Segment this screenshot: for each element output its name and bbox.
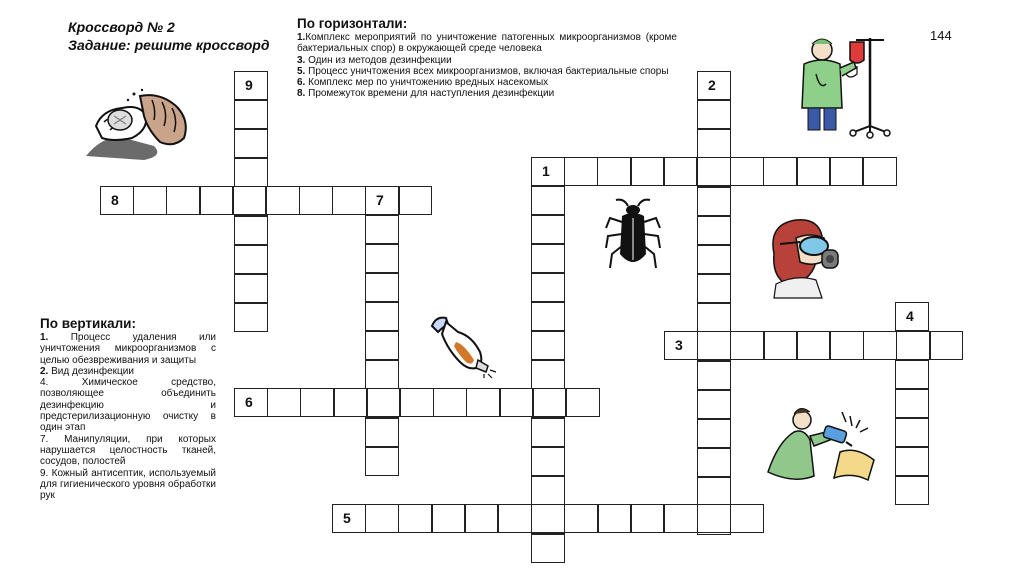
- crossword-cell[interactable]: [266, 186, 300, 215]
- crossword-cell[interactable]: [697, 361, 731, 390]
- crossword-cell[interactable]: [332, 186, 366, 215]
- crossword-cell[interactable]: [730, 157, 764, 186]
- clue-number-label: 6: [245, 394, 253, 410]
- crossword-cell[interactable]: [234, 245, 268, 274]
- crossword-cell[interactable]: [697, 216, 731, 245]
- clue-v-7: [40, 434, 216, 468]
- crossword-cell[interactable]: [466, 388, 500, 417]
- crossword-cell[interactable]: [566, 388, 600, 417]
- crossword-cell[interactable]: [498, 504, 532, 533]
- crossword-cell[interactable]: [664, 157, 698, 186]
- crossword-cell[interactable]: [730, 331, 764, 360]
- crossword-cell[interactable]: [697, 303, 731, 332]
- crossword-cell[interactable]: [930, 331, 964, 360]
- crossword-cell[interactable]: [234, 129, 268, 158]
- clue-text: Химическое средство, позволяющее объединить дезинфекцию и предстерилизационную очистку в один этап: [40, 377, 216, 434]
- clue-number-label: 8: [111, 192, 119, 208]
- crossword-cell[interactable]: [863, 331, 897, 360]
- crossword-cell[interactable]: [234, 388, 268, 417]
- crossword-cell[interactable]: [267, 388, 301, 417]
- crossword-cell[interactable]: [697, 71, 731, 100]
- crossword-cell[interactable]: [631, 157, 665, 186]
- clue-number: 1.: [40, 332, 49, 343]
- crossword-cell[interactable]: [664, 504, 698, 533]
- crossword-cell[interactable]: [300, 388, 334, 417]
- crossword-cell[interactable]: [797, 157, 831, 186]
- clue-h-1: [297, 32, 677, 55]
- clue-text: Вид дезинфекции: [51, 365, 134, 377]
- crossword-cell[interactable]: [365, 215, 399, 244]
- crossword-cell[interactable]: [697, 187, 731, 216]
- crossword-cell[interactable]: [797, 331, 831, 360]
- crossword-cell[interactable]: [531, 157, 565, 186]
- crossword-cell[interactable]: [895, 418, 929, 447]
- crossword-cell[interactable]: [664, 331, 698, 360]
- crossword-cell[interactable]: [764, 331, 798, 360]
- crossword-cell[interactable]: [531, 360, 565, 389]
- clue-text: Комплекс мер по уничтожению вредных насекомых: [308, 77, 549, 89]
- crossword-cell[interactable]: [234, 216, 268, 245]
- crossword-cell[interactable]: [697, 477, 731, 506]
- crossword-cell[interactable]: [531, 273, 565, 302]
- crossword-cell[interactable]: [697, 245, 731, 274]
- crossword-cell[interactable]: [234, 274, 268, 303]
- crossword-cell[interactable]: [531, 504, 565, 533]
- crossword-cell[interactable]: [234, 303, 268, 332]
- horizontal-clues: [297, 16, 677, 100]
- crossword-cell[interactable]: [334, 388, 368, 417]
- crossword-cell[interactable]: [433, 388, 467, 417]
- clue-number: 4.: [40, 377, 49, 389]
- crossword-cell[interactable]: [697, 390, 731, 419]
- crossword-cell[interactable]: [398, 504, 432, 533]
- clue-text: Промежуток времени для наступления дезинфекции: [308, 88, 555, 100]
- clue-text: Процесс уничтожения всех микроорганизмов, включая бактериальные споры: [308, 65, 669, 77]
- clue-v-9: [40, 468, 216, 502]
- clue-number: 1.: [297, 32, 306, 43]
- crossword-cell[interactable]: [365, 273, 399, 302]
- crossword-cell[interactable]: [895, 389, 929, 418]
- crossword-cell[interactable]: [133, 186, 167, 215]
- crossword-cell[interactable]: [697, 331, 731, 360]
- horizontal-heading: По горизонтали:: [297, 16, 408, 31]
- crossword-cell[interactable]: [365, 447, 399, 476]
- crossword-cell[interactable]: [564, 157, 598, 186]
- clue-number: 7.: [40, 433, 49, 445]
- clue-number-label: 2: [708, 77, 716, 93]
- crossword-cell[interactable]: [365, 360, 399, 389]
- clue-number: 2.: [40, 365, 49, 377]
- crossword-cell[interactable]: [365, 244, 399, 273]
- clue-number: 3.: [297, 54, 306, 66]
- clue-number-label: 9: [245, 77, 253, 93]
- crossword-cell[interactable]: [233, 186, 267, 215]
- clue-text: Процесс удаления или уничтожения микроорганизмов с целью обезвреживания и защиты: [40, 332, 216, 366]
- crossword-cell[interactable]: [400, 388, 434, 417]
- page-number: 144: [930, 28, 952, 43]
- clue-number: 8.: [297, 88, 306, 100]
- crossword-cell[interactable]: [531, 215, 565, 244]
- crossword-cell[interactable]: [697, 448, 731, 477]
- crossword-cell[interactable]: [598, 504, 632, 533]
- crossword-cell[interactable]: [399, 186, 433, 215]
- clue-number-label: 7: [376, 192, 384, 208]
- crossword-cell[interactable]: [234, 71, 268, 100]
- crossword-cell[interactable]: [564, 504, 598, 533]
- clue-number: 5.: [297, 65, 306, 77]
- clue-text: Манипуляции, при которых нарушается целостность тканей, сосудов, полостей: [40, 433, 216, 468]
- doctor-with-iv-stand-icon: [790, 34, 902, 138]
- crossword-cell[interactable]: [465, 504, 499, 533]
- crossword-cell[interactable]: [895, 302, 929, 331]
- crossword-cell[interactable]: [365, 418, 399, 447]
- crossword-cell[interactable]: [730, 504, 764, 533]
- crossword-cell[interactable]: [365, 331, 399, 360]
- crossword-cell[interactable]: [697, 274, 731, 303]
- crossword-cell[interactable]: [531, 418, 565, 447]
- crossword-title: [68, 18, 269, 54]
- spray-bottle-icon: [428, 312, 500, 378]
- crossword-cell[interactable]: [697, 100, 731, 129]
- crossword-cell[interactable]: [531, 331, 565, 360]
- crossword-cell[interactable]: [531, 476, 565, 505]
- crossword-cell[interactable]: [895, 447, 929, 476]
- crossword-cell[interactable]: [830, 157, 864, 186]
- crossword-cell[interactable]: [332, 504, 366, 533]
- crossword-cell[interactable]: [200, 186, 234, 215]
- crossword-cell[interactable]: [432, 504, 466, 533]
- crossword-cell[interactable]: [367, 388, 401, 417]
- crossword-cell[interactable]: [531, 447, 565, 476]
- clue-number-label: 5: [343, 510, 351, 526]
- crossword-cell[interactable]: [234, 158, 268, 187]
- clue-number-label: 1: [542, 163, 550, 179]
- crossword-cell[interactable]: [631, 504, 665, 533]
- crossword-cell[interactable]: [830, 331, 864, 360]
- crossword-cell[interactable]: [597, 157, 631, 186]
- clue-number: 6.: [297, 77, 306, 89]
- title-line-1: Кроссворд № 2: [68, 19, 175, 35]
- crossword-cell[interactable]: [234, 100, 268, 129]
- crossword-cell[interactable]: [531, 534, 565, 563]
- clue-v-1: [40, 332, 216, 366]
- crossword-cell[interactable]: [531, 186, 565, 215]
- clue-v-2: [40, 366, 216, 377]
- crossword-cell[interactable]: [697, 157, 731, 186]
- clue-text: Комплекс мероприятий по уничтожение патогенных микроорганизмов (кроме бактериальных спор) в окружающей среде человека: [297, 32, 677, 55]
- crossword-cell[interactable]: [299, 186, 333, 215]
- crossword-cell[interactable]: [500, 388, 534, 417]
- crossword-cell[interactable]: [697, 129, 731, 158]
- crossword-cell[interactable]: [365, 302, 399, 331]
- clue-h-3: [297, 55, 677, 66]
- clue-text: Один из методов дезинфекции: [308, 54, 452, 66]
- cockroach-icon: [604, 198, 662, 274]
- crossword-cell[interactable]: [166, 186, 200, 215]
- clue-number-label: 4: [906, 308, 914, 324]
- clue-number-label: 3: [675, 337, 683, 353]
- crossword-cell[interactable]: [896, 331, 930, 360]
- woman-spraying-icon: [764, 402, 880, 486]
- crossword-cell[interactable]: [365, 186, 399, 215]
- crossword-cell[interactable]: [100, 186, 134, 215]
- vertical-heading: По вертикали:: [40, 316, 136, 331]
- crossword-cell[interactable]: [531, 244, 565, 273]
- crossword-cell[interactable]: [895, 476, 929, 505]
- washing-hands-icon: [84, 86, 194, 164]
- vertical-clues: [40, 316, 216, 501]
- crossword-cell[interactable]: [863, 157, 897, 186]
- title-line-2: Задание: решите кроссворд: [68, 37, 270, 53]
- person-with-gas-mask-icon: [766, 214, 846, 298]
- crossword-cell[interactable]: [365, 504, 399, 533]
- clue-h-6: [297, 77, 677, 88]
- clue-h-5: [297, 66, 677, 77]
- crossword-cell[interactable]: [697, 419, 731, 448]
- crossword-cell[interactable]: [533, 388, 567, 417]
- clue-v-4: [40, 377, 216, 433]
- clue-text: Кожный антисептик, используемый для гигиенического уровня обработки рук: [40, 467, 216, 502]
- crossword-cell[interactable]: [531, 302, 565, 331]
- clue-number: 9.: [40, 467, 49, 479]
- crossword-cell[interactable]: [763, 157, 797, 186]
- clue-h-8: [297, 88, 677, 99]
- crossword-cell[interactable]: [895, 360, 929, 389]
- crossword-cell[interactable]: [697, 504, 731, 533]
